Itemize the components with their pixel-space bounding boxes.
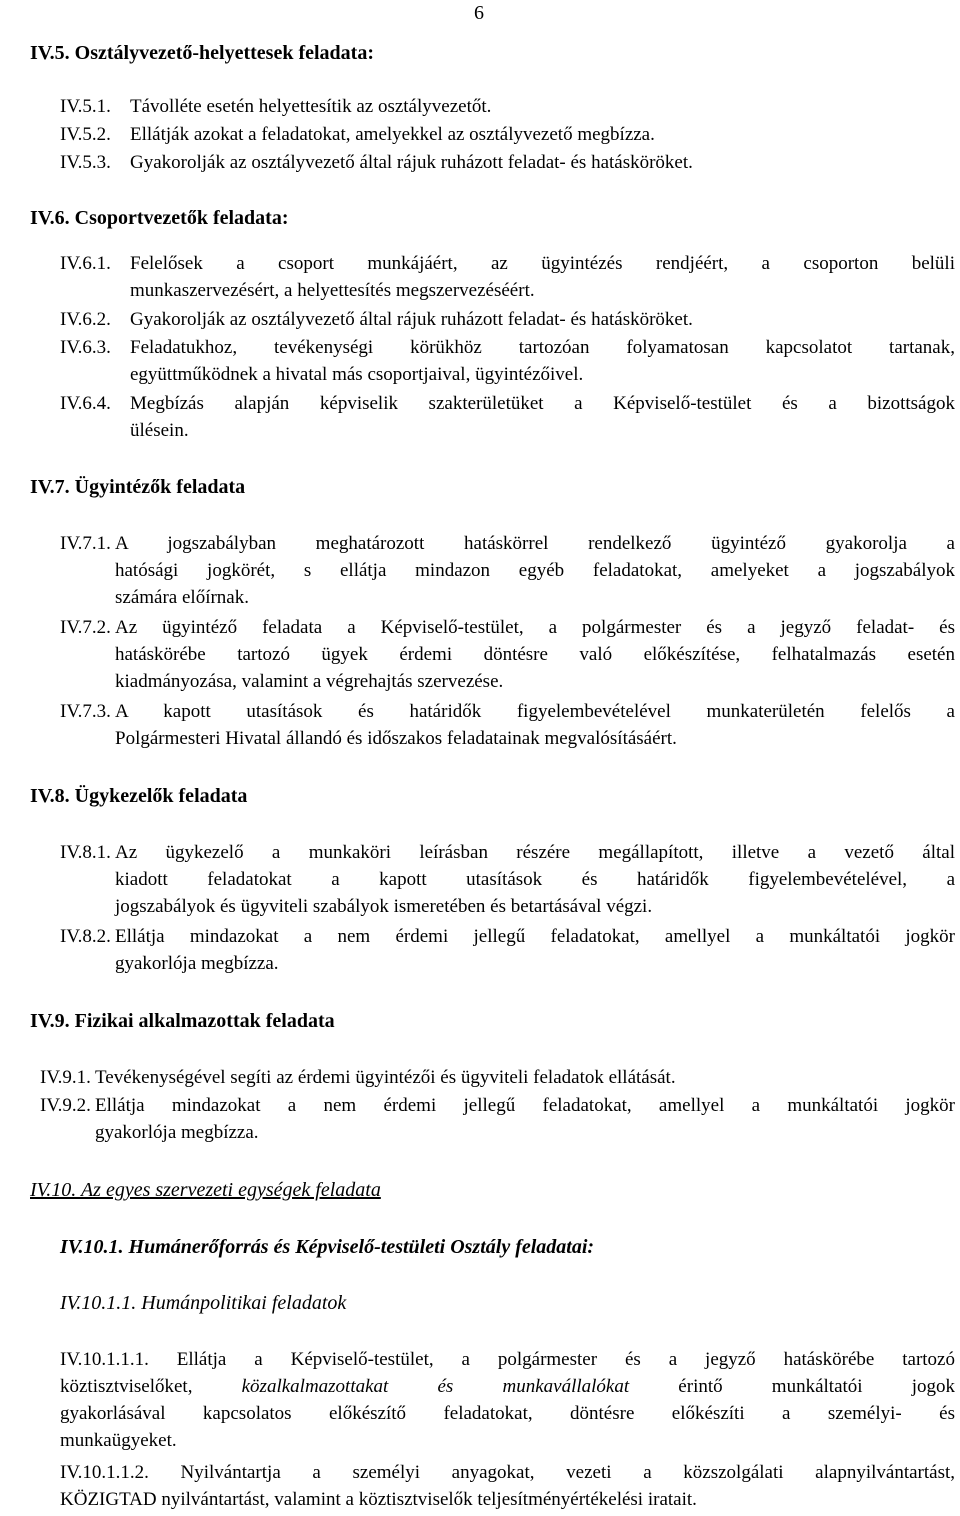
- list-item: [60, 839, 955, 920]
- item-line: Gyakorolják az osztályvezető által rájuk ruházott feladat- és hatásköröket.: [130, 309, 693, 330]
- item-line: A jogszabályban meghatározott hatáskörrel rendelkező ügyintéző gyakorolja a: [115, 533, 955, 554]
- item-text: [115, 698, 955, 752]
- section-heading-iv5: IV.5. Osztályvezető-helyettesek feladata:: [30, 42, 374, 64]
- item-line: Tevékenységével segíti az érdemi ügyintézői és ügyviteli feladatok ellátását.: [95, 1067, 676, 1088]
- paragraph-line: gyakorlásával kapcsolatos előkészítő feladatokat, döntésre előkészíti a személyi- és: [60, 1403, 955, 1424]
- list-item: [40, 1064, 955, 1091]
- paragraph-iv10-1-1-2: [60, 1459, 955, 1513]
- italic-text-run: közalkalmazottakat és munkavállalókat: [241, 1376, 630, 1397]
- item-number: IV.6.3.: [60, 337, 111, 358]
- item-line: A kapott utasítások és határidők figyelembevételével munkaterületén felelős a: [115, 701, 955, 722]
- list-item: [60, 334, 955, 388]
- item-text: [130, 306, 955, 333]
- list-item: [60, 698, 955, 752]
- paragraph-line: [60, 1373, 955, 1400]
- item-line: Az ügyintéző feladata a Képviselő-testület, a polgármester és a jegyző feladat- és: [115, 617, 955, 638]
- list-item: [60, 530, 955, 611]
- section-heading-iv6: IV.6. Csoportvezetők feladata:: [30, 207, 289, 229]
- text-run: köztisztviselőket,: [60, 1376, 242, 1397]
- item-line: hatósági jogkörét, s ellátja mindazon egyéb feladatokat, amelyeket a jogszabályok: [115, 560, 955, 581]
- paragraph-line: KÖZIGTAD nyilvántartást, valamint a köztisztviselők teljesítményértékelési iratait.: [60, 1489, 697, 1510]
- item-line: Ellátja mindazokat a nem érdemi jellegű feladatokat, amellyel a munkáltatói jogkör: [115, 926, 955, 947]
- item-number: IV.6.1.: [60, 253, 111, 274]
- item-line: Feladatukhoz, tevékenységi körükhöz tartozóan folyamatosan kapcsolatot tartanak,: [130, 337, 955, 358]
- item-line: Ellátják azokat a feladatokat, amelyekkel az osztályvezető megbízza.: [130, 124, 655, 145]
- item-line: gyakorlója megbízza.: [115, 953, 279, 974]
- item-number: IV.9.1.: [40, 1067, 91, 1088]
- item-line: Megbízás alapján képviselik szakterületüket a Képviselő-testület és a bizottságok: [130, 393, 955, 414]
- item-line: Az ügykezelő a munkaköri leírásban részére megállapított, illetve a vezető által: [115, 842, 955, 863]
- item-number: IV.5.1.: [60, 96, 111, 117]
- list-item: [40, 1092, 955, 1146]
- list-item: [60, 121, 955, 148]
- item-text: [130, 121, 955, 148]
- item-number: IV.5.3.: [60, 152, 111, 173]
- paragraph-line: munkaügyeket.: [60, 1430, 177, 1451]
- item-text: [130, 93, 955, 120]
- item-line: hatáskörébe tartozó ügyek érdemi döntésre való előkészítése, felhatalmazás esetén: [115, 644, 955, 665]
- item-text: [130, 390, 955, 444]
- item-line: munkaszervezésért, a helyettesítés megszervezéséért.: [130, 280, 535, 301]
- subsubsection-heading-iv10-1-1: IV.10.1.1. Humánpolitikai feladatok: [60, 1292, 347, 1314]
- subsection-heading-iv10-1: IV.10.1. Humánerőforrás és Képviselő-testületi Osztály feladatai:: [60, 1236, 595, 1258]
- page-number: 6: [474, 2, 484, 24]
- item-number: IV.5.2.: [60, 124, 111, 145]
- list-item: [60, 390, 955, 444]
- item-text: [115, 839, 955, 920]
- item-number: IV.7.2.: [60, 617, 111, 638]
- list-item: [60, 923, 955, 977]
- item-text: [115, 614, 955, 695]
- item-line: gyakorlója megbízza.: [95, 1122, 259, 1143]
- list-item: [60, 149, 955, 176]
- item-number: IV.8.2.: [60, 926, 111, 947]
- item-number: IV.7.3.: [60, 701, 111, 722]
- item-line: ülésein.: [130, 420, 189, 441]
- item-text: [130, 149, 955, 176]
- item-line: Távolléte esetén helyettesítik az osztályvezetőt.: [130, 96, 492, 117]
- item-line: jogszabályok és ügyviteli szabályok ismeretében és betartásával végzi.: [115, 896, 653, 917]
- item-number: IV.7.1.: [60, 533, 111, 554]
- item-line: Felelősek a csoport munkájáért, az ügyintézés rendjéért, a csoporton belüli: [130, 253, 955, 274]
- item-line: Polgármesteri Hivatal állandó és időszakos feladatainak megvalósításáért.: [115, 728, 677, 749]
- section-heading-iv10: IV.10. Az egyes szervezeti egységek feladata: [30, 1179, 381, 1201]
- paragraph-line: IV.10.1.1.2. Nyilvántartja a személyi anyagokat, vezeti a közszolgálati alapnyilvántartást,: [60, 1462, 955, 1483]
- item-line: kiadott feladatokat a kapott utasítások és határidők figyelembevételével, a: [115, 869, 955, 890]
- paragraph-iv10-1-1-1: [60, 1346, 955, 1454]
- item-text: [115, 530, 955, 611]
- list-item: [60, 306, 955, 333]
- item-number: IV.8.1.: [60, 842, 111, 863]
- item-text: [95, 1092, 955, 1146]
- item-line: Ellátja mindazokat a nem érdemi jellegű feladatokat, amellyel a munkáltatói jogkör: [95, 1095, 955, 1116]
- text-run: érintő munkáltatói jogok: [629, 1376, 956, 1397]
- item-text: [115, 923, 955, 977]
- list-item: [60, 93, 955, 120]
- section-heading-iv8: IV.8. Ügykezelők feladata: [30, 785, 248, 807]
- item-line: számára előírnak.: [115, 587, 249, 608]
- item-number: IV.9.2.: [40, 1095, 91, 1116]
- item-text: [130, 334, 955, 388]
- item-line: kiadmányozása, valamint a végrehajtás szervezése.: [115, 671, 504, 692]
- section-heading-iv9: IV.9. Fizikai alkalmazottak feladata: [30, 1010, 335, 1032]
- item-line: Gyakorolják az osztályvezető által rájuk ruházott feladat- és hatásköröket.: [130, 152, 693, 173]
- paragraph-line: IV.10.1.1.1. Ellátja a Képviselő-testület, a polgármester és a jegyző hatáskörébe tartozó: [60, 1349, 955, 1370]
- item-text: [130, 250, 955, 304]
- item-number: IV.6.4.: [60, 393, 111, 414]
- item-text: [95, 1064, 955, 1091]
- item-number: IV.6.2.: [60, 309, 111, 330]
- item-line: együttműködnek a hivatal más csoportjaival, ügyintézőivel.: [130, 364, 584, 385]
- list-item: [60, 250, 955, 304]
- section-heading-iv7: IV.7. Ügyintézők feladata: [30, 476, 246, 498]
- list-item: [60, 614, 955, 695]
